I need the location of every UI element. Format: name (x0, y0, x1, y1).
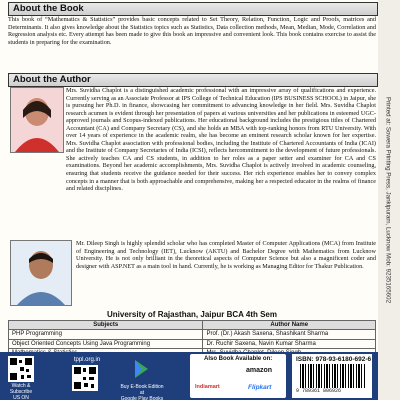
table-cell: Dr. Ruchir Saxena, Navin Kumar Sharma (203, 339, 376, 348)
about-book-text: This book of “Mathematics & Statistics” provides basic concepts related to Set Theory, Relation, Function, Logic and Proofs, matrices and Determinants. It also gives knowledge about the Statistics topics such as Statistics, Data collection methods, Mean, Median, Mode, Correlation and Regression analysis etc. Every attempt has been made to give this book an impressive and convenient look. This book contains exercise to assist the students in preparing for the examination. (8, 16, 376, 46)
about-author-heading: About the Author (8, 73, 378, 87)
watch-subscribe-label: Watch & Subscribe US ON YouTube Channel (9, 383, 33, 413)
about-book-heading: About the Book (8, 2, 378, 16)
author1-bio: Mrs. Suvidha Chaplot is a distinguished academic professional with an impressive array of qualifications and experience. Currently serving as an Associate Professor at IPS College of Technical Education (IPS BUSINESS SCHOOL) in Jaipur, she is pursuing her Ph.D. in finance, showcasing her commitment to advancing knowledge in her field. Mrs. Suvidha Chaplot research acumen is evident through her presentation of papers at various universities and her publications in esteemed UGC-approved journals and Scopus-indexed publications. Her educational background includes the prestigious titles of Chartered Accountant (CA) and Company Secretary (CS), and she holds an MBA with top-ranking honors from RTU University. With over 14 years of experience in the academic realm, she has become an eminent research scholar known for her expertise. Mrs. Suvidha Chaplot association with professional bodies, including the Institute of Chartered Accountants of India (ICAI) and the Institute of Company Secretaries of India (ICSI), reflects hercommitment to the development of future professionals. She actively teaches CA and CS students, in addition to her roles as a paper setter and examiner for CA and CS examinations. Beyond her academic accomplishments, Mrs. Suvidha Chaplot is actively involved in academic counseling, ensuring that students receive the guidance needed for their success. Her rich experience enables her to convey complex concepts in a manner that is both approachable and comprehensive, making her a respected educator in the realms of finance and related disciplines. (66, 87, 376, 193)
amazon-logo[interactable]: amazon (246, 367, 273, 374)
ebook-label: Buy E-Book Edition at Google Play Books (120, 384, 164, 402)
flipkart-logo[interactable]: Flipkart (248, 384, 272, 391)
isbn-text: ISBN: 978-93-6180-692-6 (296, 356, 372, 363)
author1-photo (10, 87, 64, 153)
indiamart-logo[interactable]: Indiamart (195, 384, 220, 390)
qr-code-ebook (72, 365, 98, 391)
table-cell: PHP Programming (9, 330, 203, 339)
qr-code-youtube (8, 356, 34, 382)
author2-photo (10, 240, 72, 306)
available-on-panel (190, 354, 286, 398)
table-header-cell: Author Name (203, 321, 376, 330)
barcode-icon (300, 364, 366, 388)
table-row (9, 339, 376, 348)
table-header-row (9, 321, 376, 330)
barcode-number: 9 789361 806926 (296, 388, 342, 394)
also-available-label: Also Book Available on: (204, 356, 273, 362)
printer-info: Printed at: Sowera Printing Press, Jankipuram, Lucknow Mob: 9235165602 (384, 96, 392, 304)
table-cell: Object Oriented Concepts Using Java Programming (9, 339, 203, 348)
qr-site-label[interactable]: tppl.org.in (73, 357, 101, 363)
table-row (9, 330, 376, 339)
university-title: University of Rajasthan, Jaipur BCA 4th Sem (107, 310, 277, 319)
author2-bio: Mr. Dileep Singh is highly splendid scholar who has completed Master of Computer Applications (MCA) from Institute of Engineering and Technology (IET), Lucknow (AKTU) and Bachelor Degree with Mathematics from Lucknow University. He is not only brilliant in the theoretical aspects of Computer Science but also a magnificent coder and designer with ASP.NET as a main tool in hand. Currently, he is working as Managing Editor for Thakur Publication. (76, 240, 376, 270)
table-header-cell: Subjects (9, 321, 203, 330)
google-play-icon (128, 358, 154, 380)
table-cell: Prof. (Dr.) Akash Saxena, Shashikant Sharma (203, 330, 376, 339)
